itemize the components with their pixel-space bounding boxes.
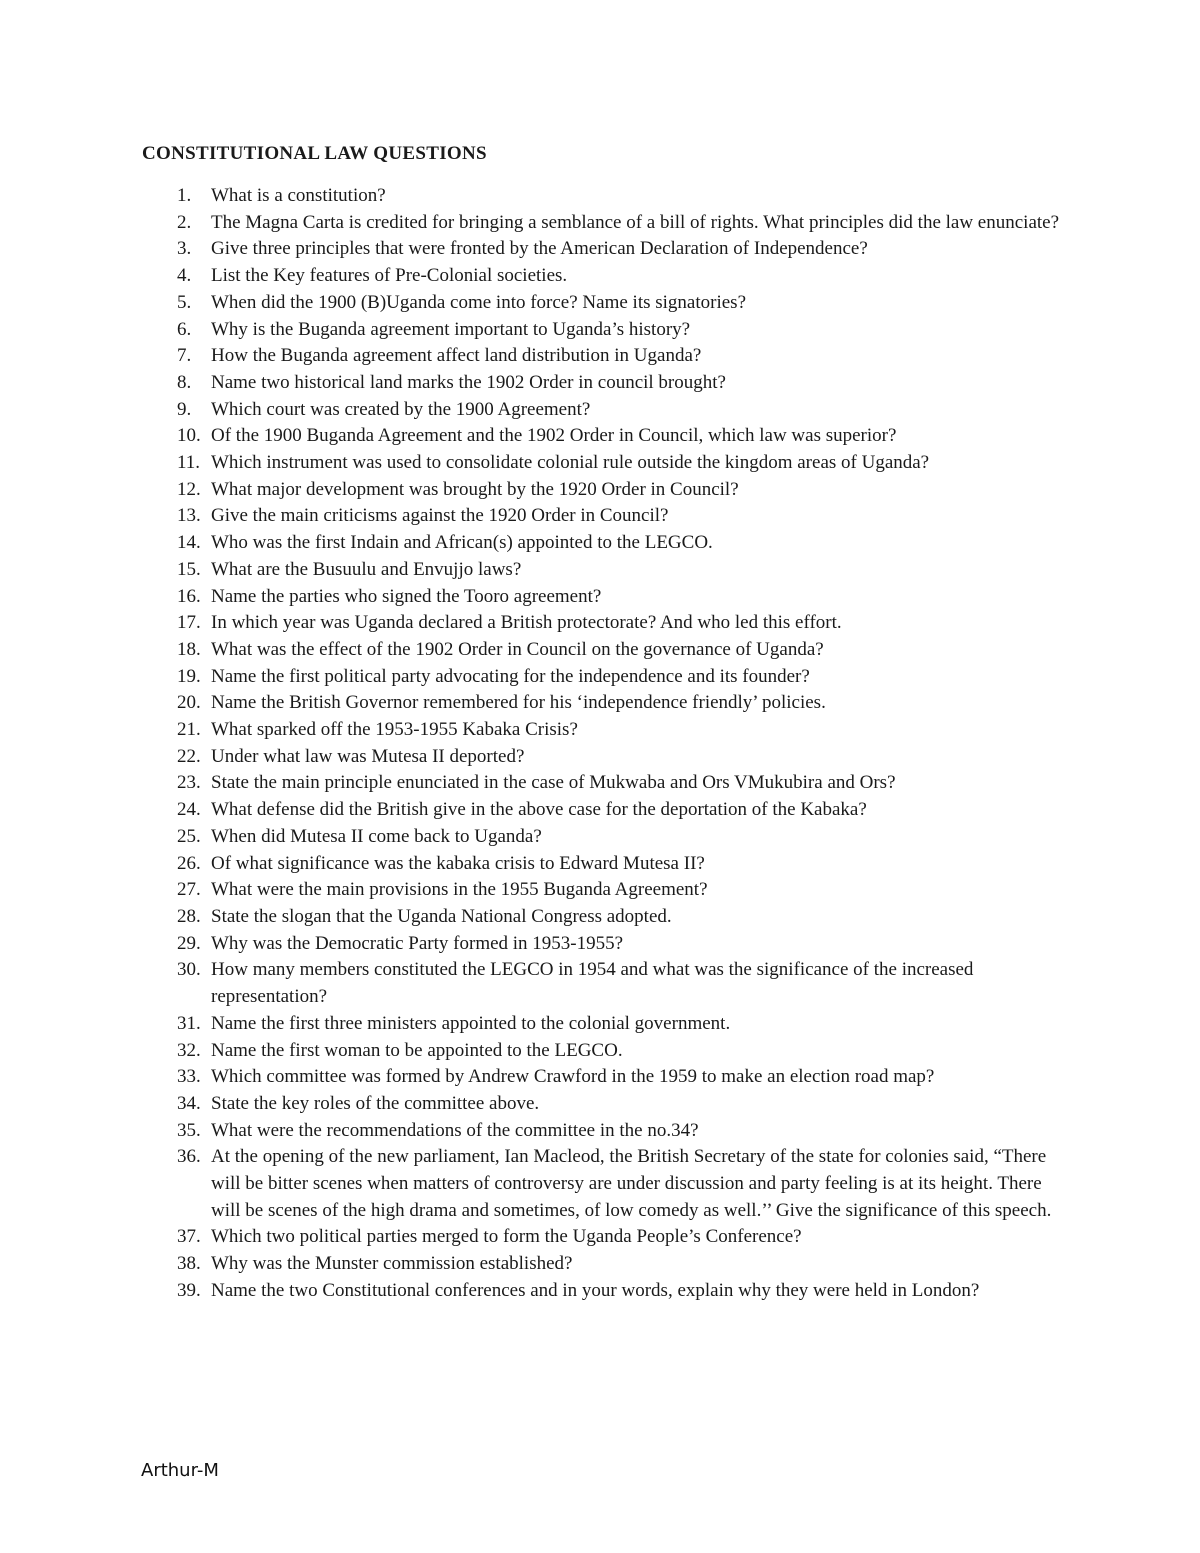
question-item xyxy=(142,477,1062,504)
question-text: Of the 1900 Buganda Agreement and the 1902 Order in Council, which law was superior? xyxy=(211,425,897,447)
question-text: What was the effect of the 1902 Order in Council on the governance of Uganda? xyxy=(211,638,824,660)
question-text: Why was the Democratic Party formed in 1953-1955? xyxy=(211,932,624,954)
question-text: Give the main criticisms against the 1920 Order in Council? xyxy=(211,505,669,527)
question-text: Why was the Munster commission established? xyxy=(211,1253,573,1275)
question-item xyxy=(142,1251,1062,1278)
question-item xyxy=(142,1091,1062,1118)
question-item xyxy=(142,851,1062,878)
question-number xyxy=(142,450,211,477)
question-item xyxy=(142,770,1062,797)
question-number-label: 32. xyxy=(177,1039,201,1061)
question-item xyxy=(142,183,1062,210)
question-number xyxy=(142,397,211,424)
question-number xyxy=(142,770,211,797)
question-text: Which court was created by the 1900 Agreement? xyxy=(211,398,591,420)
question-text: Under what law was Mutesa II deported? xyxy=(211,745,525,767)
question-text: The Magna Carta is credited for bringing a semblance of a bill of rights. What principles did the law enunciate? xyxy=(211,211,1060,233)
question-item xyxy=(142,717,1062,744)
question-text: State the main principle enunciated in the case of Mukwaba and Ors VMukubira and Ors? xyxy=(211,772,896,794)
question-item xyxy=(142,290,1062,317)
question-number xyxy=(142,1224,211,1251)
question-number xyxy=(142,210,211,237)
question-number-label: 17. xyxy=(177,612,201,634)
question-text: What are the Busuulu and Envujjo laws? xyxy=(211,558,522,580)
question-number xyxy=(142,290,211,317)
question-number-label: 27. xyxy=(177,879,201,901)
question-text: List the Key features of Pre-Colonial societies. xyxy=(211,265,568,287)
question-text: When did Mutesa II come back to Uganda? xyxy=(211,825,542,847)
question-item xyxy=(142,317,1062,344)
page-title: CONSTITUTIONAL LAW QUESTIONS xyxy=(142,143,487,164)
question-text: Name the first three ministers appointed to the colonial government. xyxy=(211,1012,731,1034)
question-number xyxy=(142,317,211,344)
question-number-label: 6. xyxy=(177,318,192,340)
question-number xyxy=(142,744,211,771)
question-item xyxy=(142,610,1062,637)
question-number xyxy=(142,477,211,504)
question-text: Of what significance was the kabaka crisis to Edward Mutesa II? xyxy=(211,852,705,874)
question-number xyxy=(142,851,211,878)
question-number xyxy=(142,904,211,931)
question-number-label: 38. xyxy=(177,1253,201,1275)
question-number-label: 21. xyxy=(177,719,201,741)
question-number xyxy=(142,690,211,717)
question-number-label: 30. xyxy=(177,959,201,981)
question-text: Name the British Governor remembered for his ‘independence friendly’ policies. xyxy=(211,692,826,714)
question-number xyxy=(142,530,211,557)
question-text: State the key roles of the committee above. xyxy=(211,1092,540,1114)
question-item xyxy=(142,210,1062,237)
question-text: What major development was brought by the 1920 Order in Council? xyxy=(211,478,739,500)
question-number xyxy=(142,1091,211,1118)
question-number-label: 12. xyxy=(177,478,201,500)
question-text: How many members constituted the LEGCO in 1954 and what was the significance of the increased representation? xyxy=(211,959,974,1008)
question-number-label: 1. xyxy=(177,185,192,206)
question-number-label: 18. xyxy=(177,638,201,660)
question-number xyxy=(142,957,211,1010)
question-text: What defense did the British give in the above case for the deportation of the Kabaka? xyxy=(211,799,867,821)
question-item xyxy=(142,423,1062,450)
question-number-label: 5. xyxy=(177,291,192,313)
question-number xyxy=(142,1118,211,1145)
question-item xyxy=(142,1064,1062,1091)
question-number xyxy=(142,797,211,824)
question-number-label: 8. xyxy=(177,371,192,393)
question-item xyxy=(142,370,1062,397)
question-text: Which two political parties merged to form the Uganda People’s Conference? xyxy=(211,1226,802,1248)
question-number-label: 34. xyxy=(177,1092,201,1114)
question-number-label: 7. xyxy=(177,345,192,367)
question-number-label: 29. xyxy=(177,932,201,954)
question-number xyxy=(142,1011,211,1038)
question-text: State the slogan that the Uganda National Congress adopted. xyxy=(211,905,672,927)
question-number xyxy=(142,423,211,450)
question-item xyxy=(142,637,1062,664)
question-number-label: 33. xyxy=(177,1066,201,1088)
question-item xyxy=(142,530,1062,557)
question-number xyxy=(142,717,211,744)
question-text: Who was the first Indain and African(s) appointed to the LEGCO. xyxy=(211,532,713,554)
question-item xyxy=(142,824,1062,851)
question-item xyxy=(142,503,1062,530)
question-number xyxy=(142,1144,211,1224)
question-item xyxy=(142,1118,1062,1145)
question-number-label: 24. xyxy=(177,799,201,821)
question-item xyxy=(142,1038,1062,1065)
question-number-label: 9. xyxy=(177,398,192,420)
question-number-label: 20. xyxy=(177,692,201,714)
question-text: Name the parties who signed the Tooro agreement? xyxy=(211,585,602,607)
question-item xyxy=(142,744,1062,771)
question-number xyxy=(142,503,211,530)
question-item xyxy=(142,1011,1062,1038)
question-item xyxy=(142,690,1062,717)
question-item xyxy=(142,797,1062,824)
question-text: Name the first woman to be appointed to the LEGCO. xyxy=(211,1039,623,1061)
question-number xyxy=(142,1038,211,1065)
question-item xyxy=(142,664,1062,691)
question-number xyxy=(142,877,211,904)
footer-author: Arthur-M xyxy=(141,1460,219,1481)
question-number-label: 19. xyxy=(177,665,201,687)
question-number xyxy=(142,263,211,290)
question-item xyxy=(142,584,1062,611)
question-number xyxy=(142,931,211,958)
question-number-label: 39. xyxy=(177,1279,201,1301)
question-text: Name the first political party advocating for the independence and its founder? xyxy=(211,665,810,687)
question-text: What is a constitution? xyxy=(211,185,386,206)
question-text: Give three principles that were fronted by the American Declaration of Independence? xyxy=(211,238,868,260)
question-text: What were the recommendations of the committee in the no.34? xyxy=(211,1119,699,1141)
question-number-label: 16. xyxy=(177,585,201,607)
question-item xyxy=(142,1224,1062,1251)
question-text: What were the main provisions in the 1955 Buganda Agreement? xyxy=(211,879,708,901)
question-number xyxy=(142,610,211,637)
question-item xyxy=(142,1278,1062,1305)
question-number xyxy=(142,370,211,397)
question-number-label: 36. xyxy=(177,1146,201,1168)
question-number-label: 2. xyxy=(177,211,192,233)
question-number-label: 10. xyxy=(177,425,201,447)
question-item xyxy=(142,236,1062,263)
question-number-label: 28. xyxy=(177,905,201,927)
question-number-label: 11. xyxy=(177,452,201,474)
question-text: Why is the Buganda agreement important to Uganda’s history? xyxy=(211,318,691,340)
question-item xyxy=(142,397,1062,424)
question-text: Name two historical land marks the 1902 Order in council brought? xyxy=(211,371,726,393)
question-number xyxy=(142,637,211,664)
question-item xyxy=(142,877,1062,904)
question-number-label: 25. xyxy=(177,825,201,847)
question-number-label: 37. xyxy=(177,1226,201,1248)
question-item xyxy=(142,343,1062,370)
question-number xyxy=(142,236,211,263)
question-number-label: 22. xyxy=(177,745,201,767)
question-number-label: 35. xyxy=(177,1119,201,1141)
question-number xyxy=(142,1278,211,1305)
question-text: How the Buganda agreement affect land distribution in Uganda? xyxy=(211,345,702,367)
question-text: What sparked off the 1953-1955 Kabaka Crisis? xyxy=(211,719,578,741)
question-number-label: 26. xyxy=(177,852,201,874)
question-number xyxy=(142,183,211,210)
question-number-label: 13. xyxy=(177,505,201,527)
question-number xyxy=(142,664,211,691)
question-item xyxy=(142,931,1062,958)
question-item xyxy=(142,450,1062,477)
question-list xyxy=(142,183,1062,1305)
question-number-label: 15. xyxy=(177,558,201,580)
question-item xyxy=(142,957,1062,1010)
question-text: When did the 1900 (B)Uganda come into force? Name its signatories? xyxy=(211,291,746,313)
question-number-label: 14. xyxy=(177,532,201,554)
question-text: Which instrument was used to consolidate colonial rule outside the kingdom areas of Uganda? xyxy=(211,452,930,474)
question-number xyxy=(142,557,211,584)
question-text: At the opening of the new parliament, Ian Macleod, the British Secretary of the state for colonies said, “There will be bitter scenes when matters of controversy are under discussion and party feeling is at its height. There will be scenes of the high drama and sometimes, of low comedy as well.’’ Give the significance of this speech. xyxy=(211,1146,1052,1221)
question-number-label: 4. xyxy=(177,265,192,287)
question-number xyxy=(142,1251,211,1278)
question-number xyxy=(142,584,211,611)
question-number xyxy=(142,343,211,370)
question-text: In which year was Uganda declared a British protectorate? And who led this effort. xyxy=(211,612,842,634)
question-number-label: 23. xyxy=(177,772,201,794)
question-item xyxy=(142,557,1062,584)
question-number xyxy=(142,1064,211,1091)
question-number-label: 3. xyxy=(177,238,192,260)
question-number xyxy=(142,824,211,851)
question-item xyxy=(142,1144,1062,1224)
question-number-label: 31. xyxy=(177,1012,201,1034)
question-text: Which committee was formed by Andrew Crawford in the 1959 to make an election road map? xyxy=(211,1066,935,1088)
question-item xyxy=(142,263,1062,290)
question-text: Name the two Constitutional conferences and in your words, explain why they were held in London? xyxy=(211,1279,980,1301)
question-item xyxy=(142,904,1062,931)
